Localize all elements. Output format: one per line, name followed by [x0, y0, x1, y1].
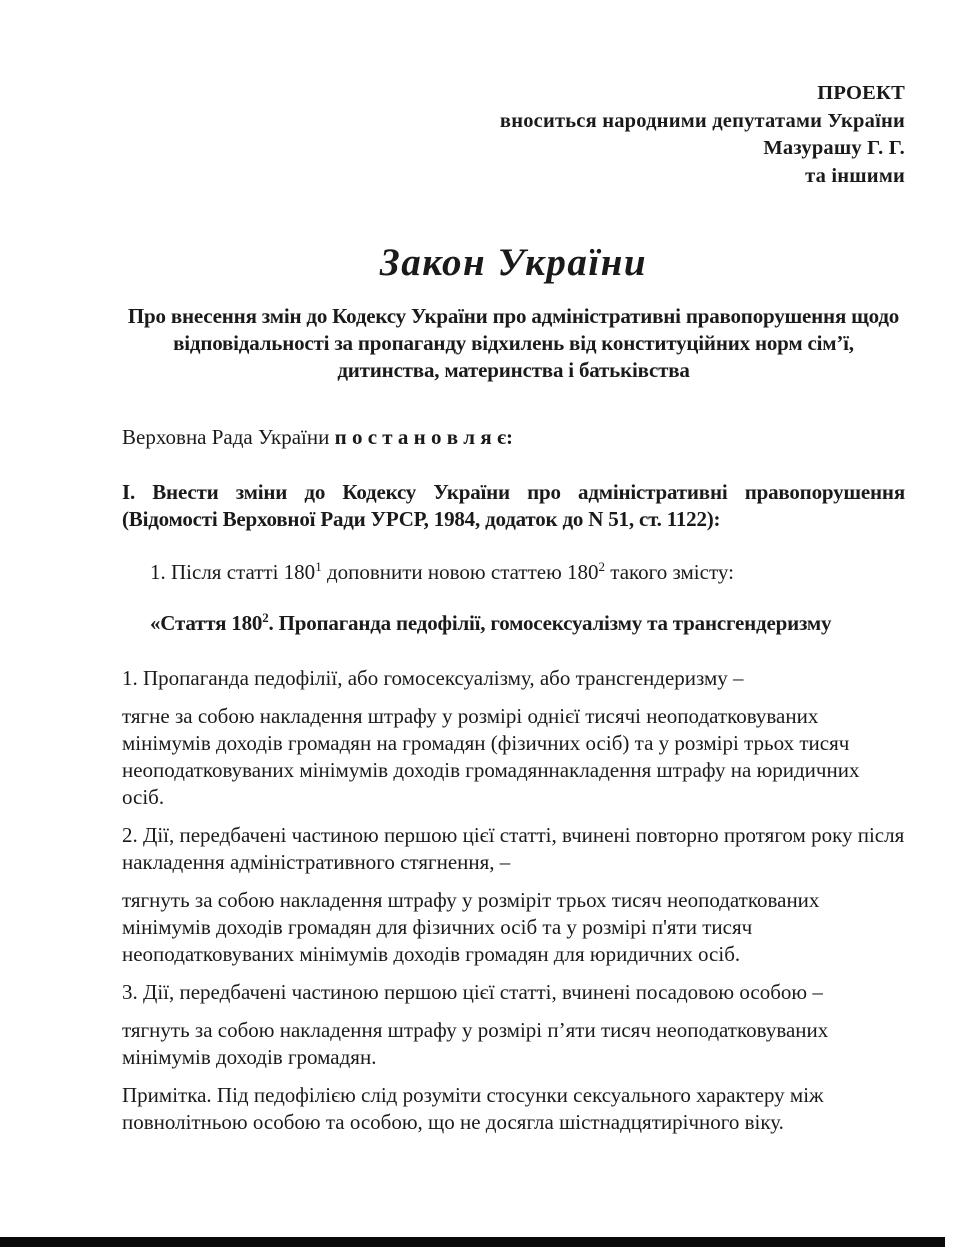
scan-artifact-bar: [0, 1237, 945, 1247]
preamble-resolves-verb: п о с т а н о в л я є:: [334, 425, 514, 449]
law-paragraph-1: 1. Пропаганда педофілії, або гомосексуалізму, або трансгендеризму –: [122, 666, 744, 690]
header-block: [122, 80, 905, 190]
article-180-2-superscript: 2: [598, 559, 606, 574]
header-line-submitted-by: вноситься народними депутатами України: [499, 109, 905, 132]
article-heading-text-b: . Пропаганда педофілії, гомосексуалізму та трансгендеризму: [268, 611, 832, 635]
item-1-text-b: доповнити новою статтею 180: [321, 560, 599, 584]
law-paragraph-5: 3. Дії, передбачені частиною першою цієї статті, вчинені посадовою особою –: [122, 980, 823, 1004]
law-subtitle: Про внесення змін до Кодексу України про адміністративні правопорушення щодо відповідальності за пропаганду відхилень від конституційних норм сім’ї, дитинства, материнства і батьківства: [127, 304, 900, 382]
preamble: [122, 424, 905, 451]
amendment-item-1: [122, 559, 905, 586]
law-title: Закон України: [379, 241, 648, 284]
header-line-project: ПРОЕКТ: [817, 82, 905, 104]
law-paragraph-4-sanction: тягнуть за собою накладення штрафу у розміріт трьох тисяч неоподаткованих мінімумів доходів громадян для фізичних осіб та у розмірі п'яти тисяч неоподатковуваних мінімумів доходів громадян для юридичних осіб.: [122, 888, 820, 966]
law-paragraph-2-sanction: тягне за собою накладення штрафу у розмірі однієї тисячі неоподатковуваних мінімумів доходів громадян на громадян (фізичних осіб) та у розмірі трьох тисяч неоподатковуваних мінімумів доходів громадяннакладення штрафу на юридичних осіб.: [122, 704, 860, 809]
section-1-heading: І. Внести зміни до Кодексу України про адміністративні правопорушення (Відомості Верховної Ради УРСР, 1984, додаток до N 51, ст. 1122):: [122, 480, 905, 531]
preamble-text: Верховна Рада України: [122, 425, 335, 449]
item-1-text-a: 1. Після статті 180: [150, 560, 316, 584]
header-line-author: Мазурашу Г. Г.: [763, 137, 905, 159]
law-paragraph-3: 2. Дії, передбачені частиною першою цієї статті, вчинені повторно протягом року після накладення адміністративного стягнення, –: [122, 823, 905, 874]
article-heading-text-a: «Стаття 180: [150, 611, 263, 635]
law-paragraph-6-sanction: тягнуть за собою накладення штрафу у розмірі п’яти тисяч неоподатковуваних мінімумів доходів громадян.: [122, 1018, 829, 1069]
article-heading-superscript: 2: [262, 610, 269, 625]
item-1-text-c: такого змісту:: [605, 560, 734, 584]
law-paragraph-7-note: Примітка. Під педофілією слід розуміти стосунки сексуального характеру між повнолітньою особою та особою, що не досягла шістнадцятирічного віку.: [122, 1083, 824, 1134]
header-line-others: та іншими: [805, 164, 905, 187]
article-180-2-heading: [122, 610, 905, 637]
document-content: [0, 80, 962, 1136]
article-180-1-superscript: 1: [315, 559, 322, 574]
